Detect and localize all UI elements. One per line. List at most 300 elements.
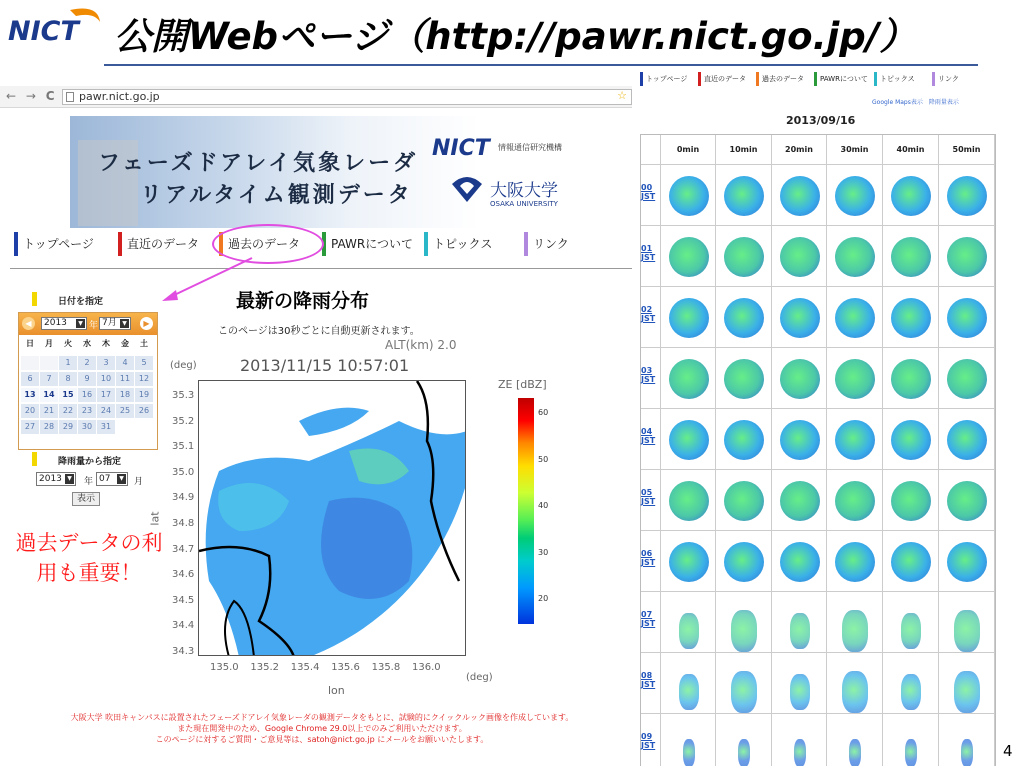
- radar-thumbnail[interactable]: [716, 165, 772, 226]
- footer-note: [14, 712, 630, 745]
- column-header: 40min: [883, 135, 939, 165]
- y-tick-label: 35.1: [172, 441, 195, 453]
- y-tick-label: 34.6: [172, 569, 195, 581]
- row-label[interactable]: [641, 592, 661, 653]
- calendar-day[interactable]: 19: [135, 388, 153, 402]
- row-tz: JST: [641, 375, 656, 384]
- radar-thumbnail[interactable]: [772, 592, 827, 653]
- archive-nav-label: トップページ: [646, 75, 688, 83]
- thumbnail-echo: [780, 420, 820, 460]
- radar-thumbnail[interactable]: [772, 653, 827, 714]
- thumbnail-echo: [780, 359, 820, 399]
- thumbnail-echo: [731, 671, 757, 713]
- radar-thumbnail[interactable]: [939, 165, 995, 226]
- calendar-day[interactable]: 1: [59, 356, 77, 370]
- nav-recent-label: 直近のデータ: [127, 237, 200, 251]
- row-tz: JST: [641, 558, 656, 567]
- date-heading-bar: [32, 292, 37, 306]
- address-bar[interactable]: [62, 89, 632, 105]
- calendar-day[interactable]: 26: [135, 404, 153, 418]
- calendar-day: [40, 356, 58, 370]
- rain-heading-bar: [32, 452, 37, 466]
- osaka-logo-icon: [448, 174, 486, 204]
- thumbnail-echo: [891, 359, 931, 399]
- year-select[interactable]: [41, 317, 87, 330]
- calendar-day[interactable]: 13: [21, 388, 39, 402]
- weekday-label: 日: [26, 339, 34, 348]
- radar-thumbnail[interactable]: [827, 714, 883, 766]
- radar-thumbnail[interactable]: [883, 287, 939, 348]
- colorbar-tick-label: 50: [538, 454, 549, 464]
- radar-thumbnail[interactable]: [716, 409, 772, 470]
- calendar-days: [21, 356, 155, 446]
- calendar-day[interactable]: 8: [59, 372, 77, 386]
- page-number: 4: [1003, 742, 1013, 760]
- archive-links[interactable]: Google Maps表示 降雨量表示: [872, 99, 959, 106]
- archive-nav-item[interactable]: [814, 72, 868, 86]
- thumbnail-echo: [669, 359, 709, 399]
- radar-thumbnail[interactable]: [883, 165, 939, 226]
- calendar-day[interactable]: 9: [78, 372, 96, 386]
- radar-thumbnail[interactable]: [883, 348, 939, 409]
- radar-map-graphic: [199, 381, 466, 656]
- calendar-day[interactable]: 3: [97, 356, 115, 370]
- archive-nav-bar: [698, 72, 701, 86]
- radar-thumbnail[interactable]: [827, 653, 883, 714]
- calendar-day[interactable]: 7: [40, 372, 58, 386]
- radar-thumbnail[interactable]: [939, 592, 995, 653]
- radar-thumbnail[interactable]: [883, 714, 939, 766]
- nav-past-label: 過去のデータ: [228, 237, 301, 251]
- rain-heading-text: 降雨量から指定: [58, 457, 122, 467]
- x-tick-label: 135.2: [250, 662, 280, 673]
- y-tick-label: 35.3: [172, 390, 195, 401]
- month-value: 7月: [102, 318, 117, 328]
- radar-thumbnail[interactable]: [883, 653, 939, 714]
- page-icon: [66, 92, 74, 102]
- radar-thumbnail[interactable]: [716, 226, 772, 287]
- logo-text: NICT: [8, 16, 79, 47]
- year-value: 2013: [44, 318, 67, 328]
- y-axis-label: lat: [148, 511, 162, 526]
- row-hour: 05: [641, 488, 653, 497]
- rain-month-value: 07: [99, 474, 111, 484]
- radar-thumbnail[interactable]: [772, 165, 827, 226]
- annotation-note: 過去データの利用も重要！: [15, 531, 163, 585]
- thumbnail-echo: [849, 739, 861, 767]
- nav-divider: [10, 268, 632, 269]
- footer-line: 大阪大学 吹田キャンパスに設置されたフェーズドアレイ気象レーダの観測データをもとに、試験的にクイックルック画像を作成しています。: [70, 713, 574, 722]
- row-hour: 02: [641, 305, 653, 314]
- y-unit-label: (deg): [170, 360, 197, 371]
- thumbnail-echo: [679, 613, 699, 649]
- month-select[interactable]: [99, 317, 131, 330]
- thumbnail-echo: [947, 481, 987, 521]
- radar-thumbnail[interactable]: [883, 226, 939, 287]
- thumbnail-echo: [669, 481, 709, 521]
- archive-nav-bar: [756, 72, 759, 86]
- row-tz: JST: [641, 741, 656, 750]
- thumbnail-echo: [669, 420, 709, 460]
- radar-thumbnail[interactable]: [661, 470, 716, 531]
- radar-thumbnail[interactable]: [661, 226, 716, 287]
- archive-nav-item[interactable]: [698, 72, 746, 86]
- calendar-day[interactable]: 29: [59, 420, 77, 434]
- row-tz: JST: [641, 192, 656, 201]
- thumbnail-echo: [954, 671, 980, 713]
- row-label[interactable]: [641, 409, 661, 470]
- thumbnail-echo: [780, 481, 820, 521]
- radar-thumbnail[interactable]: [939, 287, 995, 348]
- row-label[interactable]: [641, 287, 661, 348]
- nav-top[interactable]: [14, 232, 94, 256]
- colorbar-tick-label: 20: [538, 594, 549, 603]
- radar-thumbnail[interactable]: [772, 226, 827, 287]
- thumbnail-echo: [891, 237, 931, 277]
- calendar-day[interactable]: 5: [135, 356, 153, 370]
- calendar-day[interactable]: 4: [116, 356, 134, 370]
- row-tz: JST: [641, 497, 656, 506]
- thumbnail-echo: [724, 420, 764, 460]
- thumbnail-echo: [669, 542, 709, 582]
- row-tz: JST: [641, 680, 656, 689]
- thumbnail-echo: [835, 542, 875, 582]
- x-tick-label: 135.8: [371, 662, 401, 673]
- radar-thumbnail[interactable]: [827, 226, 883, 287]
- main-heading: 最新の降雨分布: [236, 290, 370, 312]
- row-hour: 08: [641, 671, 653, 680]
- thumbnail-echo: [669, 298, 709, 338]
- y-tick-label: 34.9: [172, 492, 195, 504]
- thumbnail-echo: [724, 481, 764, 521]
- column-header: 10min: [716, 135, 772, 165]
- site-banner: [70, 116, 582, 228]
- radar-thumbnail[interactable]: [939, 531, 995, 592]
- show-button[interactable]: 表示: [72, 492, 100, 506]
- radar-thumbnail[interactable]: [772, 714, 827, 766]
- thumbnail-echo: [724, 542, 764, 582]
- calendar-day[interactable]: 31: [97, 420, 115, 434]
- thumbnail-echo: [724, 359, 764, 399]
- radar-thumbnail[interactable]: [883, 470, 939, 531]
- calendar-day[interactable]: 25: [116, 404, 134, 418]
- thumbnail-echo: [835, 359, 875, 399]
- row-label[interactable]: [641, 653, 661, 714]
- rain-year-unit: 年: [84, 477, 94, 487]
- radar-thumbnail[interactable]: [827, 287, 883, 348]
- row-hour: 06: [641, 549, 653, 558]
- row-hour: 07: [641, 610, 653, 619]
- url-text: pawr.nict.go.jp: [79, 90, 160, 103]
- radar-thumbnail[interactable]: [661, 165, 716, 226]
- bookmark-star-icon[interactable]: ☆: [617, 89, 627, 102]
- archive-nav-bar: [932, 72, 935, 86]
- nav-top-label: トップページ: [23, 237, 94, 251]
- timestamp-label: 2013/11/15 10:57:01: [240, 356, 410, 375]
- archive-nav-item[interactable]: [640, 72, 687, 86]
- thumbnail-echo: [669, 237, 709, 277]
- footer-line: このページに対するご質問・ご意見等は、satoh@nict.go.jp にメールをお願いいたします。: [155, 735, 489, 744]
- thumbnail-echo: [891, 176, 931, 216]
- calendar-day[interactable]: 20: [21, 404, 39, 418]
- rain-year-select[interactable]: [36, 472, 76, 486]
- browser-nav-buttons: [6, 89, 55, 103]
- archive-nav-label: PAWRについて: [820, 75, 868, 83]
- calendar-day[interactable]: 10: [97, 372, 115, 386]
- archive-nav-bar: [874, 72, 877, 86]
- calendar-day[interactable]: 15: [59, 388, 77, 402]
- radar-thumbnail[interactable]: [716, 592, 772, 653]
- y-tick-label: 34.5: [172, 594, 195, 606]
- nav-about[interactable]: [322, 232, 413, 256]
- radar-thumbnail[interactable]: [716, 470, 772, 531]
- thumbnail-echo: [891, 481, 931, 521]
- radar-thumbnail[interactable]: [939, 714, 995, 766]
- thumbnail-echo: [947, 359, 987, 399]
- year-unit: 年: [89, 321, 99, 331]
- weekday-label: 土: [140, 339, 148, 348]
- date-heading-text: 日付を指定: [58, 297, 104, 307]
- auto-update-note: このページは30秒ごとに自動更新されます。: [218, 326, 420, 337]
- radar-thumbnail[interactable]: [939, 653, 995, 714]
- thumbnail-echo: [724, 298, 764, 338]
- thumbnail-echo: [724, 176, 764, 216]
- thumbnail-echo: [901, 613, 921, 649]
- rain-month-dropdown-icon: ▼: [117, 474, 126, 484]
- radar-map: [198, 380, 466, 656]
- rain-year-dropdown-icon: ▼: [65, 474, 74, 484]
- radar-thumbnail[interactable]: [772, 287, 827, 348]
- row-label[interactable]: [641, 165, 661, 226]
- calendar-day[interactable]: 22: [59, 404, 77, 418]
- archive-nav-label: 直近のデータ: [704, 75, 746, 83]
- calendar-day[interactable]: 16: [78, 388, 96, 402]
- archive-nav-bar: [814, 72, 817, 86]
- calendar-day[interactable]: 14: [40, 388, 58, 402]
- row-hour: 09: [641, 732, 653, 741]
- column-header: 0min: [661, 135, 716, 165]
- x-axis-label: lon: [328, 684, 345, 697]
- calendar-day[interactable]: 30: [78, 420, 96, 434]
- thumbnail-echo: [780, 542, 820, 582]
- radar-thumbnail[interactable]: [939, 348, 995, 409]
- row-label[interactable]: [641, 226, 661, 287]
- month-dropdown-icon: ▼: [120, 319, 129, 328]
- archive-nav-label: 過去のデータ: [762, 75, 804, 83]
- row-label[interactable]: [641, 470, 661, 531]
- banner-osaka: 大阪大学: [490, 181, 558, 201]
- row-tz: JST: [641, 436, 656, 445]
- thumbnail-echo: [947, 176, 987, 216]
- colorbar: [518, 398, 534, 624]
- radar-thumbnail[interactable]: [661, 714, 716, 766]
- radar-thumbnail[interactable]: [661, 287, 716, 348]
- rain-heading: [32, 452, 152, 466]
- thumbnail-echo: [947, 420, 987, 460]
- thumbnail-echo: [947, 237, 987, 277]
- column-header: 20min: [772, 135, 827, 165]
- date-heading: [32, 292, 152, 306]
- row-label[interactable]: [641, 714, 661, 766]
- radar-thumbnail[interactable]: [827, 348, 883, 409]
- calendar-day[interactable]: 6: [21, 372, 39, 386]
- thumbnail-echo: [794, 739, 806, 767]
- y-tick-label: 34.7: [172, 543, 195, 555]
- radar-thumbnail[interactable]: [939, 409, 995, 470]
- radar-thumbnail[interactable]: [661, 409, 716, 470]
- radar-thumbnail[interactable]: [827, 165, 883, 226]
- nav-links[interactable]: [524, 232, 569, 256]
- row-hour: 00: [641, 183, 653, 192]
- thumbnail-echo: [679, 674, 699, 710]
- thumbnail-echo: [669, 176, 709, 216]
- radar-thumbnail[interactable]: [827, 592, 883, 653]
- radar-thumbnail[interactable]: [883, 531, 939, 592]
- thumbnail-echo: [790, 613, 810, 649]
- colorbar-tick-label: 40: [538, 501, 549, 510]
- thumbnail-echo: [842, 671, 868, 713]
- radar-thumbnail[interactable]: [716, 348, 772, 409]
- row-label[interactable]: [641, 531, 661, 592]
- rain-selectors: [36, 472, 156, 488]
- radar-thumbnail[interactable]: [827, 531, 883, 592]
- radar-thumbnail[interactable]: [939, 470, 995, 531]
- column-header: 30min: [827, 135, 883, 165]
- archive-nav-item[interactable]: [756, 72, 804, 86]
- colorbar-title: ZE [dBZ]: [498, 378, 547, 391]
- thumbnail-echo: [947, 298, 987, 338]
- thumbnail-echo: [961, 739, 973, 767]
- radar-thumbnail[interactable]: [772, 531, 827, 592]
- calendar-day: [21, 356, 39, 370]
- thumbnail-echo: [731, 610, 757, 652]
- radar-thumbnail[interactable]: [883, 592, 939, 653]
- calendar-header: [19, 313, 157, 335]
- nav-topics[interactable]: [424, 232, 492, 256]
- thumbnail-echo: [835, 237, 875, 277]
- radar-thumbnail[interactable]: [661, 531, 716, 592]
- thumbnail-echo: [835, 298, 875, 338]
- slide-title: 公開Webページ（http://pawr.nict.go.jp/）: [114, 15, 917, 58]
- calendar-day[interactable]: 28: [40, 420, 58, 434]
- radar-thumbnail[interactable]: [661, 592, 716, 653]
- column-header: 50min: [939, 135, 995, 165]
- radar-thumbnail[interactable]: [772, 409, 827, 470]
- back-button[interactable]: ←: [6, 89, 17, 103]
- calendar-day[interactable]: 18: [116, 388, 134, 402]
- calendar-day[interactable]: 12: [135, 372, 153, 386]
- archive-nav-label: リンク: [938, 75, 959, 83]
- row-tz: JST: [641, 253, 656, 262]
- year-dropdown-icon: ▼: [76, 319, 85, 328]
- thumbnail-echo: [947, 542, 987, 582]
- x-tick-label: 135.6: [331, 662, 360, 673]
- radar-thumbnail[interactable]: [661, 653, 716, 714]
- calendar-day[interactable]: 17: [97, 388, 115, 402]
- nav-recent[interactable]: [118, 232, 199, 256]
- next-month-icon[interactable]: ▶: [140, 317, 153, 330]
- calendar-day[interactable]: 24: [97, 404, 115, 418]
- y-tick-label: 34.3: [172, 646, 195, 657]
- radar-thumbnail[interactable]: [772, 348, 827, 409]
- reload-button[interactable]: C: [45, 89, 55, 103]
- x-tick-label: 135.4: [290, 662, 320, 673]
- radar-thumbnail[interactable]: [939, 226, 995, 287]
- thumbnail-echo: [891, 298, 931, 338]
- row-hour: 03: [641, 366, 653, 375]
- radar-thumbnail[interactable]: [716, 653, 772, 714]
- thumbnail-echo: [780, 176, 820, 216]
- radar-thumbnail[interactable]: [827, 470, 883, 531]
- weekday-label: 木: [102, 339, 110, 348]
- rain-month-select[interactable]: [96, 472, 128, 486]
- forward-button[interactable]: →: [25, 89, 36, 103]
- x-unit-label: (deg): [466, 672, 493, 683]
- radar-thumbnail[interactable]: [772, 470, 827, 531]
- calendar-day[interactable]: 27: [21, 420, 39, 434]
- calendar-day[interactable]: 2: [78, 356, 96, 370]
- radar-thumbnail[interactable]: [716, 714, 772, 766]
- y-tick-label: 35.0: [172, 466, 195, 478]
- thumbnail-echo: [954, 610, 980, 652]
- archive-nav-label: トピックス: [880, 75, 915, 83]
- prev-month-icon[interactable]: ◀: [22, 317, 35, 330]
- weekday-label: 水: [83, 339, 91, 348]
- archive-page: [640, 72, 1014, 766]
- rain-year-value: 2013: [39, 474, 62, 484]
- thumbnail-echo: [790, 674, 810, 710]
- radar-thumbnail[interactable]: [661, 348, 716, 409]
- altitude-label: ALT(km) 2.0: [385, 338, 457, 352]
- radar-thumbnail[interactable]: [716, 531, 772, 592]
- thumbnail-echo: [780, 298, 820, 338]
- calendar-day[interactable]: 11: [116, 372, 134, 386]
- row-hour: 04: [641, 427, 653, 436]
- archive-nav-item[interactable]: [874, 72, 915, 86]
- radar-thumbnail[interactable]: [716, 287, 772, 348]
- grid-corner: [641, 135, 661, 165]
- banner-line1: フェーズドアレイ気象レーダ: [98, 151, 419, 176]
- rain-month-unit: 月: [134, 477, 144, 487]
- thumbnail-echo: [683, 739, 695, 767]
- radar-thumbnail[interactable]: [827, 409, 883, 470]
- nav-topics-label: トピックス: [433, 237, 493, 251]
- radar-thumbnail[interactable]: [883, 409, 939, 470]
- x-tick-label: 135.0: [210, 662, 239, 673]
- weekday-label: 火: [64, 339, 72, 348]
- colorbar-tick-label: 60: [538, 408, 549, 417]
- banner-osaka-en: OSAKA UNIVERSITY: [490, 200, 558, 208]
- thumbnail-echo: [780, 237, 820, 277]
- banner-line2: リアルタイム観測データ: [140, 183, 413, 208]
- row-hour: 01: [641, 244, 653, 253]
- row-label[interactable]: [641, 348, 661, 409]
- calendar-weekdays: [21, 338, 155, 352]
- calendar-day[interactable]: 23: [78, 404, 96, 418]
- y-tick-label: 35.2: [172, 415, 195, 427]
- calendar-day[interactable]: 21: [40, 404, 58, 418]
- thumbnail-echo: [724, 237, 764, 277]
- thumbnail-echo: [891, 420, 931, 460]
- weekday-label: 月: [45, 339, 53, 348]
- archive-nav-bar: [640, 72, 643, 86]
- nav-about-label: PAWRについて: [331, 237, 413, 251]
- archive-grid: [640, 134, 996, 766]
- nav-links-label: リンク: [533, 237, 569, 251]
- thumbnail-echo: [738, 739, 750, 767]
- archive-nav-item[interactable]: [932, 72, 959, 86]
- thumbnail-echo: [842, 610, 868, 652]
